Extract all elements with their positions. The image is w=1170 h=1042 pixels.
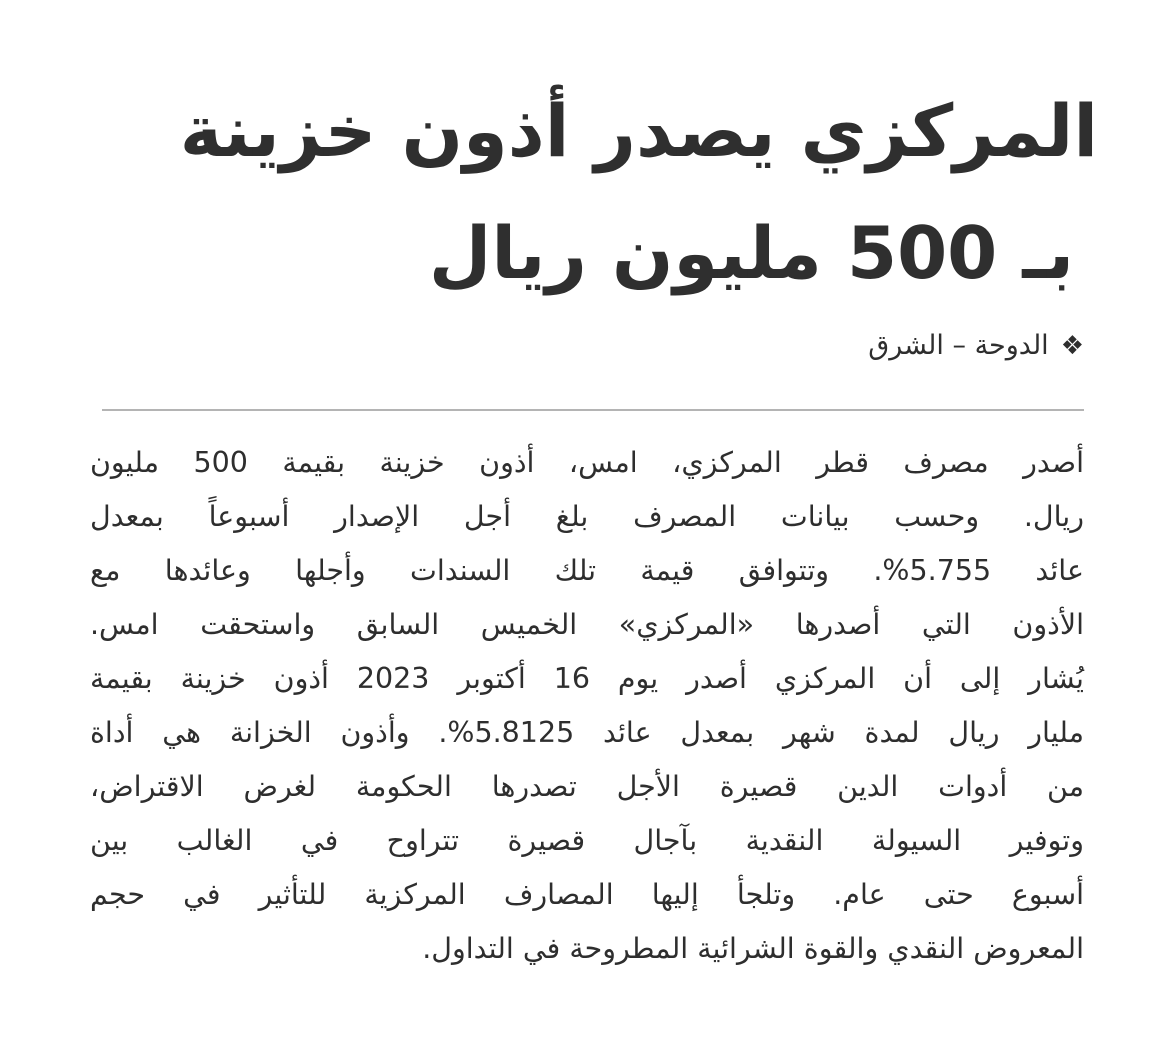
headline — [179, 70, 1098, 314]
body-line: عائد 5.755%. وتتوافق قيمة تلك السندات وأجلها وعائدها مع — [90, 554, 1084, 587]
dateline — [868, 330, 1084, 361]
headline-line-1: المركزي يصدر أذون خزينة — [179, 89, 1098, 173]
divider — [102, 409, 1084, 411]
body-line: أسبوع حتى عام. وتلجأ إليها المصارف المركزية للتأثير في حجم — [90, 878, 1084, 911]
diamond-icon: ❖ — [1060, 330, 1084, 361]
article-body — [90, 436, 1084, 976]
body-line: الأذون التي أصدرها «المركزي» الخميس السابق واستحقت امس. — [90, 608, 1084, 641]
body-line: ريال. وحسب بيانات المصرف بلغ أجل الإصدار أسبوعاً بمعدل — [90, 500, 1084, 533]
headline-line-2: بـ 500 مليون ريال — [428, 211, 1074, 295]
body-line: المعروض النقدي والقوة الشرائية المطروحة في التداول. — [422, 932, 1084, 965]
body-line: وتوفير السيولة النقدية بآجال قصيرة تتراوح في الغالب بين — [90, 824, 1084, 857]
body-line: أصدر مصرف قطر المركزي، امس، أذون خزينة بقيمة 500 مليون — [90, 446, 1084, 479]
body-line: من أدوات الدين قصيرة الأجل تصدرها الحكومة لغرض الاقتراض، — [90, 770, 1084, 803]
body-line: مليار ريال لمدة شهر بمعدل عائد 5.8125%. وأذون الخزانة هي أداة — [90, 716, 1085, 749]
dateline-text: الدوحة – الشرق — [868, 330, 1049, 361]
body-line: يُشار إلى أن المركزي أصدر يوم 16 أكتوبر 2023 أذون خزينة بقيمة — [90, 662, 1084, 695]
